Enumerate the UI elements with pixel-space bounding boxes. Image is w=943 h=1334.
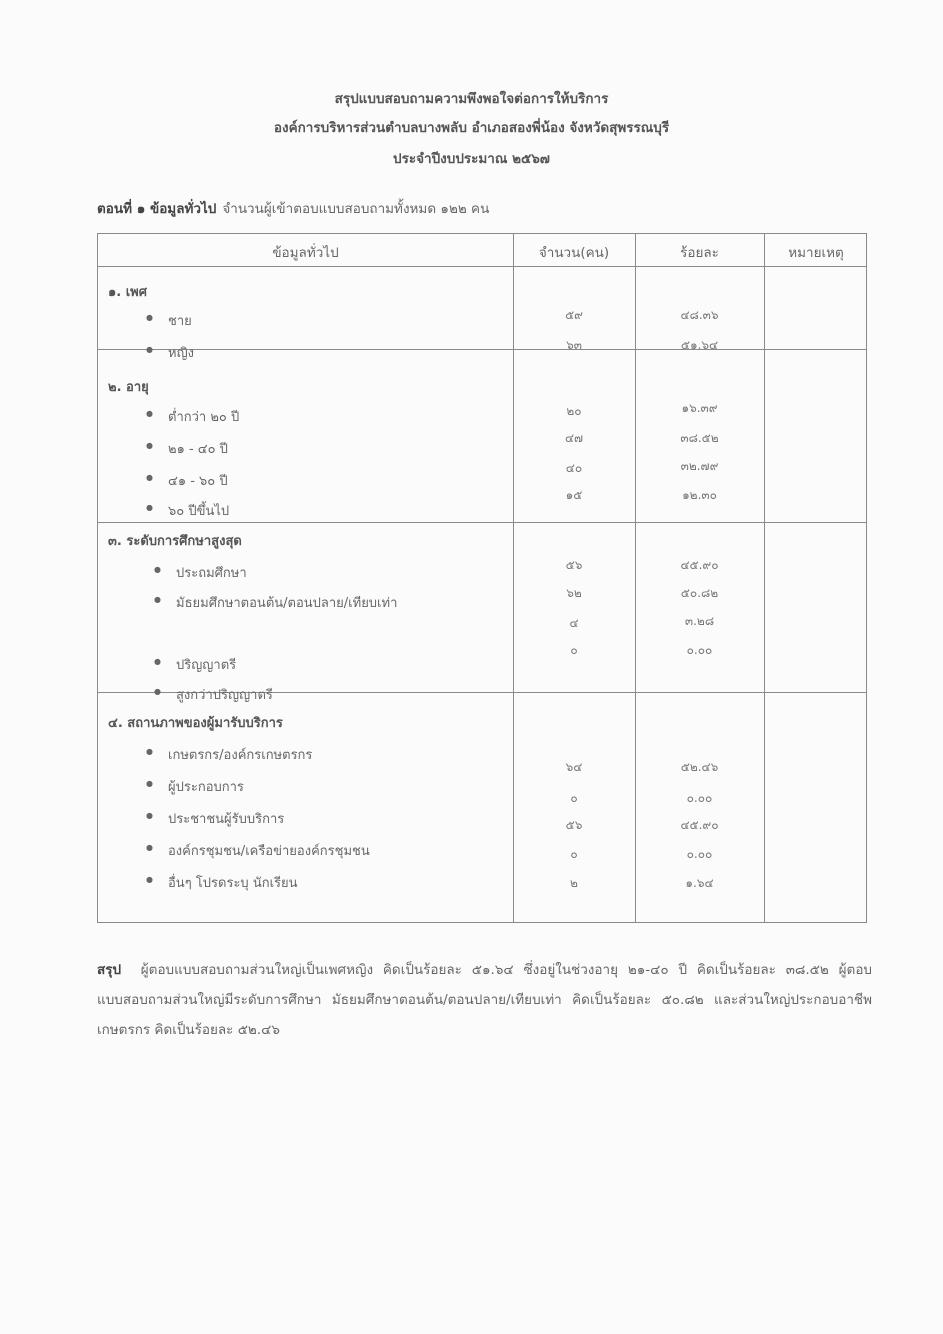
count-cell: ๐ <box>570 643 578 657</box>
count-cell: ๖๔ <box>565 760 583 774</box>
summary-paragraph <box>97 955 872 1045</box>
percent-cell: ๕๐.๘๒ <box>680 586 719 600</box>
list-item: ● เกษตรกร/องค์กรเกษตรกร <box>168 744 312 765</box>
count-cell: ๒๐ <box>566 404 582 418</box>
document-title: สรุปแบบสอบถามความพึงพอใจต่อการให้บริการ <box>334 91 609 107</box>
organization-line: องค์การบริหารส่วนตำบลบางพลับ อำเภอสองพี่น้อง จังหวัดสุพรรณบุรี <box>273 120 670 136</box>
count-cell: ๕๖ <box>565 818 583 832</box>
percent-cell: ๕๒.๔๖ <box>680 760 719 774</box>
count-cell: ๕๖ <box>565 558 583 572</box>
list-item: ● ๖๐ ปีขึ้นไป <box>168 500 229 521</box>
count-cell: ๔๗ <box>564 431 584 445</box>
percent-cell: ๓๒.๗๙ <box>680 459 719 473</box>
count-cell: ๔ <box>569 616 579 630</box>
list-item: ● มัธยมศึกษาตอนต้น/ตอนปลาย/เทียบเท่า <box>176 592 397 613</box>
count-cell: ๖๓ <box>566 338 582 352</box>
count-cell: ๐ <box>570 847 578 861</box>
respondent-count: จำนวนผู้เข้าตอบแบบสอบถามทั้งหมด ๑๒๒ คน <box>222 201 490 217</box>
percent-cell: ๔๕.๙๐ <box>680 818 719 832</box>
count-cell: ๐ <box>570 791 578 805</box>
percent-cell: ๐.๐๐ <box>686 643 713 657</box>
list-item: ● ประชาชนผู้รับบริการ <box>168 808 284 829</box>
header-percent: ร้อยละ <box>680 245 719 261</box>
count-cell: ๕๙ <box>565 308 583 322</box>
percent-cell: ๓.๒๘ <box>684 614 715 628</box>
list-item: ● ต่ำกว่า ๒๐ ปี <box>168 406 239 427</box>
group-title-education: ๓. ระดับการศึกษาสูงสุด <box>108 534 242 549</box>
list-item: ● ๔๑ - ๖๐ ปี <box>168 470 228 491</box>
section-label: ตอนที่ ๑ ข้อมูลทั่วไป <box>97 201 217 217</box>
list-item: ● หญิง <box>168 342 194 363</box>
percent-cell: ๔๕.๙๐ <box>680 558 719 572</box>
group-title-status: ๔. สถานภาพของผู้มารับบริการ <box>108 716 283 731</box>
list-item: ● อื่นๆ โปรดระบุ นักเรียน <box>168 872 298 893</box>
percent-cell: ๐.๐๐ <box>686 847 713 861</box>
summary-text: ผู้ตอบแบบสอบถามส่วนใหญ่เป็นเพศหญิง คิดเป็นร้อยละ ๕๑.๖๔ ซึ่งอยู่ในช่วงอายุ ๒๑-๔๐ ปี คิดเป็นร้อยละ ๓๘.๕๒ ผู้ตอบแบบสอบถามส่วนใหญ่มีระดับการศึกษา มัธยมศึกษาตอนต้น/ตอนปลาย/เทียบเท่า คิดเป็นร้อยละ ๕๐.๘๒ และส่วนใหญ่ประกอบอาชีพเกษตรกร คิดเป็นร้อยละ ๕๒.๔๖ <box>97 962 872 1038</box>
count-cell: ๖๒ <box>566 586 582 600</box>
count-cell: ๒ <box>570 876 578 890</box>
group-title-age: ๒. อายุ <box>108 380 149 395</box>
list-item: ● ปริญญาตรี <box>176 654 236 675</box>
header-info: ข้อมูลทั่วไป <box>272 245 339 261</box>
list-item: ● สูงกว่าปริญญาตรี <box>176 684 273 705</box>
list-item: ● องค์กรชุมชน/เครือข่ายองค์กรชุมชน <box>168 840 370 861</box>
percent-cell: ๓๘.๕๒ <box>680 431 719 445</box>
count-cell: ๑๕ <box>565 488 583 502</box>
list-item: ● ผู้ประกอบการ <box>168 776 244 797</box>
percent-cell: ๑๒.๓๐ <box>682 488 717 502</box>
percent-cell: ๔๘.๓๖ <box>680 308 719 322</box>
count-cell: ๔๐ <box>565 461 583 475</box>
section-heading <box>97 197 489 219</box>
header-count: จำนวน(คน) <box>538 245 610 261</box>
list-item: ● ๒๑ - ๔๐ ปี <box>168 438 228 459</box>
percent-cell: ๐.๐๐ <box>686 791 713 805</box>
percent-cell: ๑๖.๓๙ <box>681 401 718 415</box>
group-title-sex: ๑. เพศ <box>108 285 147 300</box>
list-item: ● ประถมศึกษา <box>176 562 247 583</box>
general-info-table <box>97 233 867 923</box>
header-remark: หมายเหตุ <box>788 245 844 261</box>
summary-label: สรุป <box>97 962 122 978</box>
percent-cell: ๑.๖๔ <box>685 876 714 890</box>
percent-cell: ๕๑.๖๔ <box>680 338 719 352</box>
fiscal-year-line: ประจำปีงบประมาณ ๒๕๖๗ <box>393 151 550 167</box>
list-item: ● ชาย <box>168 310 192 331</box>
